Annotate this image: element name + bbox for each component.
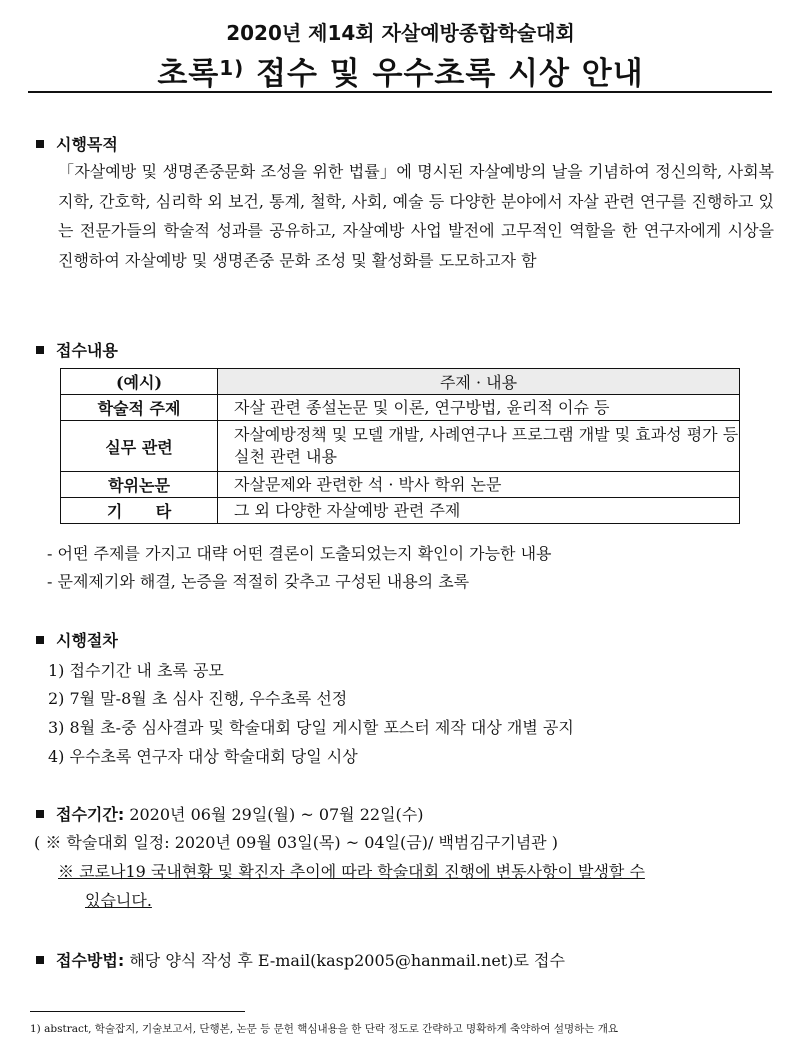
method-line	[36, 948, 565, 971]
period-label: 접수기간:	[56, 805, 125, 824]
document-subtitle: 2020년 제14회 자살예방종합학술대회	[226, 21, 575, 45]
method-value: 해당 양식 작성 후 E-mail(kasp2005@hanmail.net)로 접수	[124, 951, 565, 970]
square-bullet-icon	[36, 636, 44, 644]
table-row-value: 그 외 다양한 자살예방 관련 주제	[218, 498, 740, 524]
content-table	[60, 368, 740, 524]
covid-notice: ※ 코로나19 국내현황 및 확진자 추이에 따라 학술대회 진행에 변동사항이 발생할 수	[58, 862, 645, 881]
content-note: - 어떤 주제를 가지고 대략 어떤 결론이 도출되었는지 확인이 가능한 내용	[47, 544, 552, 563]
period-line	[36, 802, 423, 825]
procedure-step: 4) 우수초록 연구자 대상 학술대회 당일 시상	[48, 747, 358, 766]
period-value: 2020년 06월 29일(월) ~ 07월 22일(수)	[124, 805, 424, 824]
procedure-step: 1) 접수기간 내 초록 공모	[48, 661, 224, 680]
table-header-topic: 주제 · 내용	[218, 369, 740, 395]
table-row	[61, 472, 740, 498]
table-header-example: (예시)	[61, 369, 218, 395]
table-row-key: 학술적 주제	[61, 395, 218, 421]
table-row	[61, 421, 740, 472]
square-bullet-icon	[36, 810, 44, 818]
table-row-key: 실무 관련	[61, 421, 218, 472]
table-row-value: 자살 관련 종설논문 및 이론, 연구방법, 윤리적 이슈 등	[218, 395, 740, 421]
title-rest: 접수 및 우수초록 시상 안내	[244, 56, 644, 92]
table-row	[61, 395, 740, 421]
footnote-divider	[30, 1011, 245, 1012]
covid-notice-cont: 있습니다.	[85, 891, 152, 910]
square-bullet-icon	[36, 140, 44, 148]
method-label: 접수방법:	[56, 951, 125, 970]
purpose-heading-label: 시행목적	[56, 135, 118, 154]
table-row-value: 자살문제와 관련한 석 · 박사 학위 논문	[218, 472, 740, 498]
document-title	[0, 48, 801, 93]
purpose-heading	[36, 132, 118, 155]
title-divider	[28, 91, 772, 93]
procedure-step: 3) 8월 초-중 심사결과 및 학술대회 당일 게시할 포스터 제작 대상 개별 공지	[48, 718, 574, 737]
table-row-key: 학위논문	[61, 472, 218, 498]
square-bullet-icon	[36, 346, 44, 354]
table-row-value: 자살예방정책 및 모델 개발, 사례연구나 프로그램 개발 및 효과성 평가 등 실천 관련 내용	[218, 421, 740, 472]
footnote: 1) abstract, 학술잡지, 기술보고서, 단행본, 논문 등 문헌 핵심내용을 한 단락 정도로 간략하고 명확하게 축약하여 설명하는 개요	[30, 1023, 619, 1035]
square-bullet-icon	[36, 956, 44, 964]
procedure-heading	[36, 628, 118, 651]
table-row	[61, 498, 740, 524]
content-heading	[36, 338, 118, 361]
conference-schedule: ( ※ 학술대회 일정: 2020년 09월 03일(목) ~ 04일(금)/ 백범김구기념관 )	[34, 833, 558, 852]
procedure-step: 2) 7월 말-8월 초 심사 진행, 우수초록 선정	[48, 689, 348, 708]
table-row-key: 기 타	[61, 498, 218, 524]
table-header-row	[61, 369, 740, 395]
footnote-marker: 1)	[219, 56, 245, 80]
procedure-heading-label: 시행절차	[56, 631, 118, 650]
title-word: 초록	[157, 56, 220, 92]
content-heading-label: 접수내용	[56, 341, 118, 360]
purpose-text: 「자살예방 및 생명존중문화 조성을 위한 법률」에 명시된 자살예방의 날을 기념하여 정신의학, 사회복지학, 간호학, 심리학 외 보건, 통계, 철학, 사회, 예술 등 다양한 분야에서 자살 관련 연구를 진행하고 있는 전문가들의 학술적 성과를 공유하고, 자살예방 사업 발전에 고무적인 역할을 한 연구자에게 시상을 진행하여 자살예방 및 생명존중 문화 조성 및 활성화를 도모하고자 함	[58, 162, 774, 270]
content-note: - 문제제기와 해결, 논증을 적절히 갖추고 구성된 내용의 초록	[47, 572, 470, 591]
